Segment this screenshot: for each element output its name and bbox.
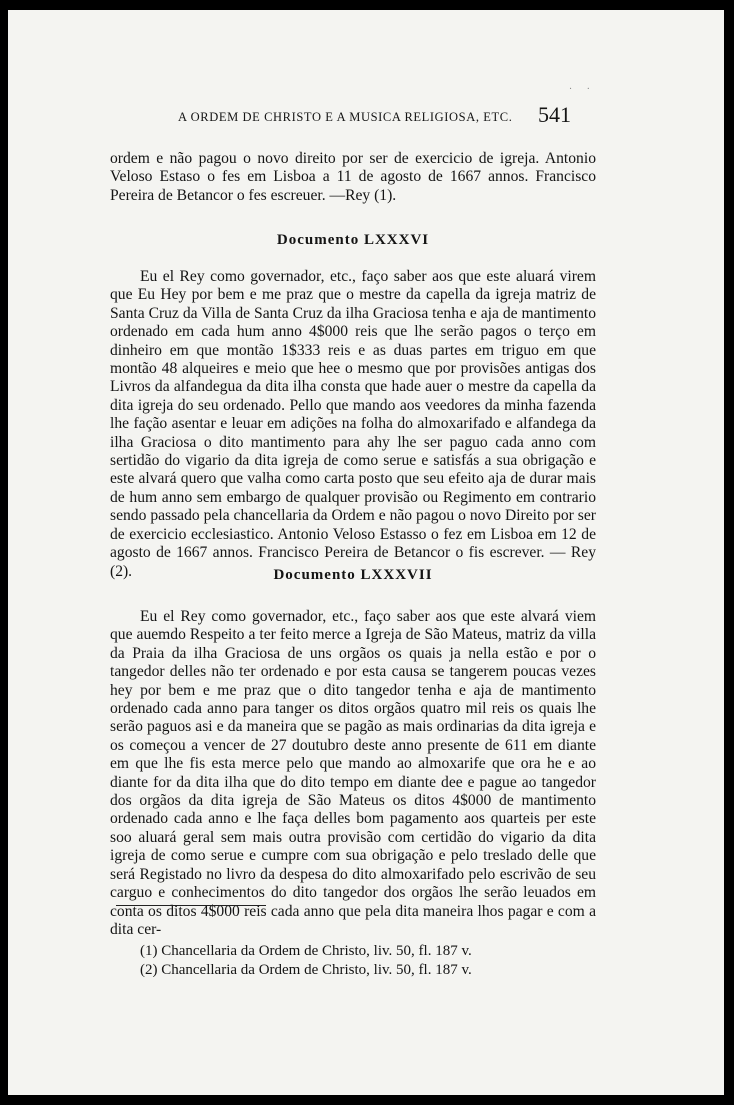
paper-specks: · · bbox=[568, 84, 596, 95]
doc-87-heading: Documento LXXXVII bbox=[273, 567, 433, 583]
footnote-1: (1) Chancellaria da Ordem de Christo, liv. 50, fl. 187 v. bbox=[140, 943, 472, 959]
doc-86-heading: Documento LXXXVI bbox=[276, 232, 430, 248]
footnotes bbox=[140, 942, 472, 980]
page-sheet bbox=[8, 10, 724, 1095]
footnote-2: (2) Chancellaria da Ordem de Christo, liv. 50, fl. 187 v. bbox=[140, 962, 472, 978]
doc-87-text: Eu el Rey como governador, etc., faço saber aos que este alvará viem que auemdo Respeito a ter feito merce a Igreja de São Mateus, matriz da villa da Praia da ilha Graciosa de uns orgãos os quais ja nella estão e por o tangedor delles não ter ordenado e por esta causa se tangerem poucas vezes hey por bem e me praz que o dito tangedor tenha e aja de mantimento ordenado cada anno para tanger os ditos orgãos quatro mil reis os quais lhe serão paguos asi e da maneira que se pagão as mais ordinarias da dita igreja e os começou a vencer de 27 doutubro deste anno presente de 611 em diante em que lhe fis esta merce pelo que mando ao almoxarife que ora he e ao diante for da dita ilha que do dito tempo em diante dee e pague ao tangedor dos orgãos da dita igreja de São Mateus os ditos 4$000 de mantimento ordenado cada anno e lhe faça delles bom pagamento aos quarteis per este soo aluará geral sem mais outra provisão com certidão do vigario da dita igreja de como serue e cumpre com sua obrigação e pelo treslado delle que será Registado no livro da despesa do dito almoxarifado pelo escrivão de seu carguo e conhecimentos do dito tangedor dos orgãos lhe serão leuados em conta os ditos 4$000 reis cada anno que pela dita maneira lhos pagar e com a dita cer- bbox=[110, 608, 596, 938]
intro-paragraph: ordem e não pagou o novo direito por ser de exercicio de igreja. Antonio Veloso Estaso o fes em Lisboa a 11 de agosto de 1667 annos. Francisco Pereira de Betancor o fes escreuer. —Rey (1). bbox=[110, 150, 596, 204]
doc-86-text: Eu el Rey como governador, etc., faço saber aos que este aluará virem que Eu Hey por bem e me praz que o mestre da capella da igreja matriz de Santa Cruz da Villa de Santa Cruz da ilha Graciosa tenha e aja de mantimento ordenado em cada hum anno 4$000 reis que lhe serão pagos o terço em dinheiro em que montão 1$333 reis e as duas partes em triguo em que montão 48 alqueires e meio que hee o mesmo que por provisões antigas dos Livros da alfandegua da dita ilha consta que hade auer o mestre da capella da dita igreja do seu ordenado. Pello que mando aos veedores da minha fazenda lhe fação asentar e leuar em adições na folha do almoxarifado e alfandega da ilha Graciosa o dito mantimento para ahy lhe ser paguo cada anno com sertidão do vigario da dita igreja de como serue e satisfás a sua obrigação e este alvará quero que valha como carta posto que seu efeito aja de durar mais de hum anno sem embargo de qualquer provisão ou Regimento em contrario sendo passado pela chancellaria da Ordem e não pagou o novo Direito por ser de exercicio ecclesiastico. Antonio Veloso Estasso o fez em Lisboa em 12 de agosto de 1667 annos. Francisco Pereira de Betancor o fis escrever. — Rey (2). bbox=[110, 268, 596, 580]
running-head: A ORDEM DE CHRISTO E A MUSICA RELIGIOSA, ETC. bbox=[178, 110, 513, 124]
footnote-rule bbox=[116, 905, 266, 906]
page-number: 541 bbox=[538, 102, 571, 127]
